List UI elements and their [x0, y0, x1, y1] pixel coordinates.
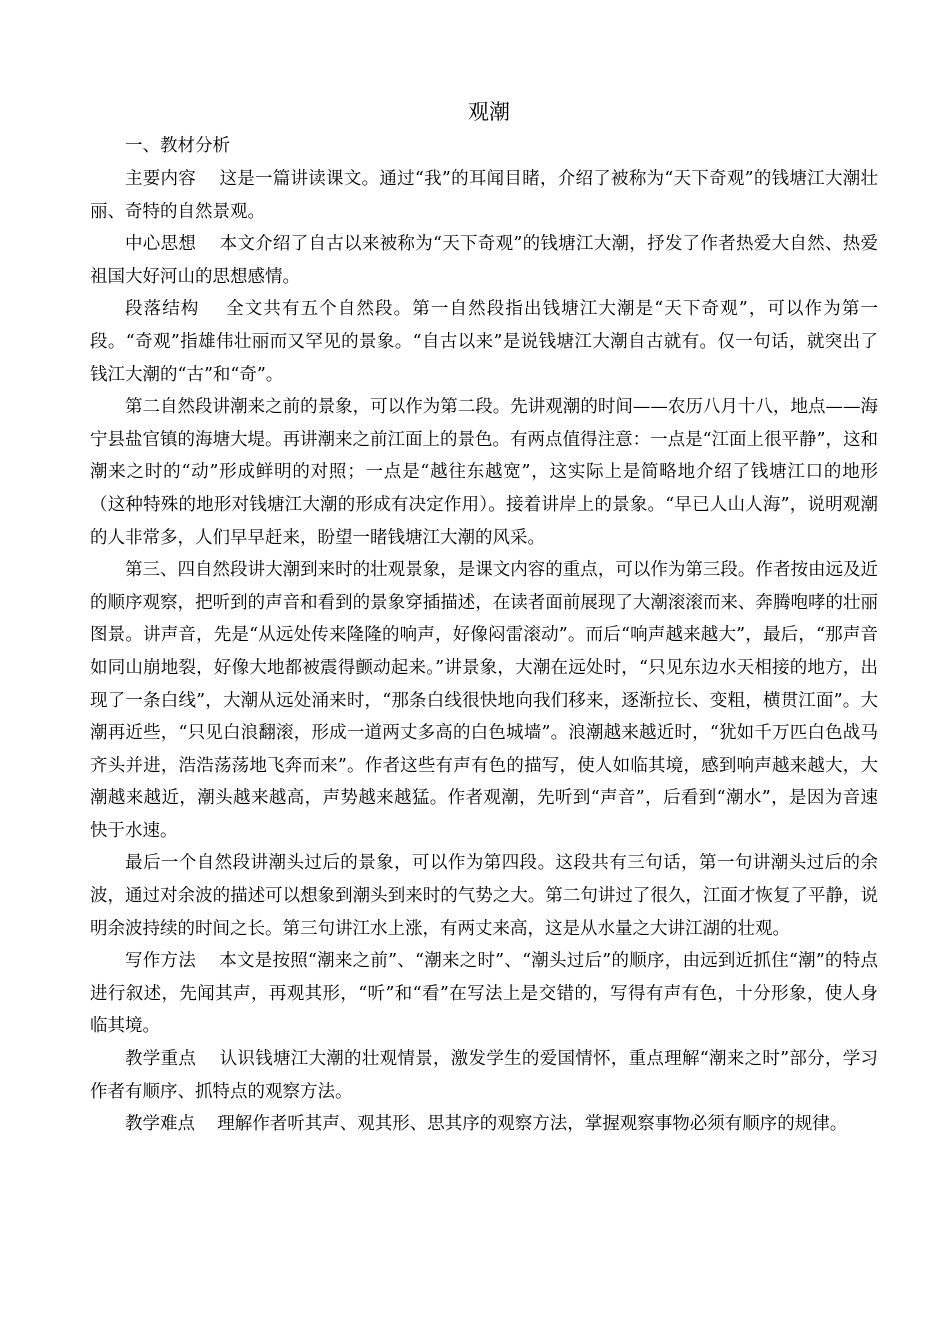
paragraph-label: 教学重点: [125, 1049, 197, 1070]
paragraph-text: 这是一篇讲读课文。通过“我”的耳闻目睹，介绍了被称为“天下奇观”的钱塘江大潮壮丽、奇特的自然景观。: [90, 169, 878, 222]
paragraph-writing-method: [90, 945, 878, 1043]
paragraph-text: 理解作者听其声、观其形、思其序的观察方法，掌握观察事物必须有顺序的规律。: [217, 1114, 848, 1135]
section-heading: 一、教材分析: [125, 136, 230, 156]
paragraph-label: 写作方法: [125, 951, 196, 972]
paragraph-label: 教学难点: [125, 1114, 195, 1135]
paragraph-text: 第二自然段讲潮来之前的景象，可以作为第二段。先讲观潮的时间——农历八月十八，地点——海宁县盐官镇的海塘大堤。再讲潮来之前江面上的景色。有两点值得注意：一点是“江面上很平静”，这和潮来之时的“动”形成鲜明的对照；一点是“越往东越宽”，这实际上是简略地介绍了钱塘江口的地形（这种特殊的地形对钱塘江大潮的形成有决定作用）。接着讲岸上的景象。“早已人山人海”，说明观潮的人非常多，人们早早赶来，盼望一睹钱塘江大潮的风采。: [90, 397, 878, 548]
paragraph-main-content: [90, 163, 878, 228]
paragraph-structure: [90, 293, 878, 391]
paragraph-text: 本文是按照“潮来之前”、“潮来之时”、“潮头过后”的顺序，由远到近抓住“潮”的特点进行叙述，先闻其声，再观其形，“听”和“看”在写法上是交错的，写得有声有色，十分形象，使人身临其境。: [90, 951, 879, 1037]
paragraph-text: 第三、四自然段讲大潮到来时的壮观景象，是课文内容的重点，可以作为第三段。作者按由远及近的顺序观察，把听到的声音和看到的景象穿插描述，在读者面前展现了大潮滚滚而来、奔腾咆哮的壮丽图景。讲声音，先是“从远处传来隆隆的响声，好像闷雷滚动”。而后“响声越来越大”，最后，“那声音如同山崩地裂，好像大地都被震得颤动起来。”讲景象，大潮在远处时，“只见东边水天相接的地方，出现了一条白线”，大潮从远处涌来时，“那条白线很快地向我们移来，逐渐拉长、变粗，横贯江面”。大潮再近些，“只见白浪翻滚，形成一道两丈多高的白色城墙”。浪潮越来越近时，“犹如千万匹白色战马齐头并进，浩浩荡荡地飞奔而来”。作者这些有声有色的描写，使人如临其境，感到响声越来越大，大潮越来越近，潮头越来越高，声势越来越猛。作者观潮，先听到“声音”，后看到“潮水”，是因为音速快于水速。: [90, 560, 878, 841]
paragraph-text: 最后一个自然段讲潮头过后的景象，可以作为第四段。这段共有三句话，第一句讲潮头过后的余波，通过对余波的描述可以想象到潮头到来时的气势之大。第二句讲过了很久，江面才恢复了平静，说明余波持续的时间之长。第三句讲江水上涨，有两丈来高，这是从水量之大讲江湖的壮观。: [90, 853, 878, 939]
paragraph-section-four: [90, 847, 878, 945]
paragraph-central-idea: [90, 228, 878, 293]
paragraph-text: 全文共有五个自然段。第一自然段指出钱塘江大潮是“天下奇观”，可以作为第一段。“奇观”指雄伟壮丽而又罕见的景象。“自古以来”是说钱塘江大潮自古就有。仅一句话，就突出了钱江大潮的“古”和“奇”。: [90, 299, 878, 385]
paragraph-text: 本文介绍了自古以来被称为“天下奇观”的钱塘江大潮，抒发了作者热爱大自然、热爱祖国大好河山的思想感情。: [90, 234, 879, 287]
paragraph-section-two: [90, 391, 878, 554]
paragraph-label: 中心思想: [125, 234, 197, 255]
document-title: 观潮: [468, 100, 510, 124]
paragraph-section-three: [90, 554, 878, 847]
paragraph-teaching-difficulty: [90, 1108, 878, 1141]
paragraph-label: 段落结构: [125, 299, 200, 320]
paragraph-label: 主要内容: [125, 169, 197, 189]
paragraph-text: 认识钱塘江大潮的壮观情景，激发学生的爱国情怀，重点理解“潮来之时”部分，学习作者有顺序、抓特点的观察方法。: [90, 1049, 879, 1102]
paragraph-teaching-focus: [90, 1043, 878, 1108]
